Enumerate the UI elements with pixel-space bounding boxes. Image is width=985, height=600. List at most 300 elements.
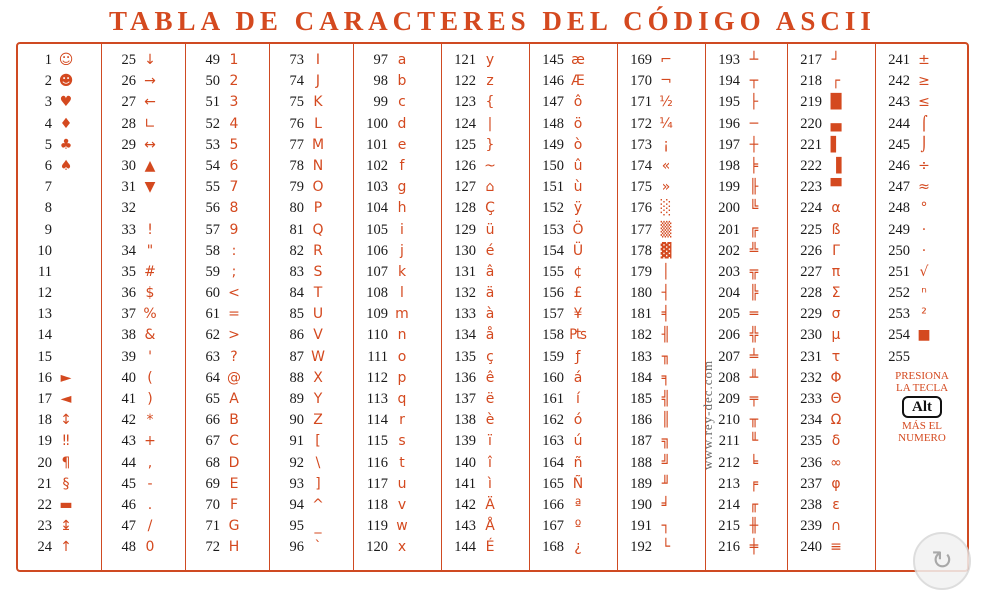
ascii-glyph: ÿ — [573, 200, 583, 217]
ascii-glyph: í — [576, 391, 580, 407]
ascii-code: 194 — [718, 73, 740, 90]
ascii-glyph: ┌ — [831, 73, 841, 90]
ascii-cell — [706, 325, 787, 346]
ascii-cell — [442, 156, 529, 177]
ascii-cell — [706, 156, 787, 177]
ascii-code: 206 — [718, 327, 740, 344]
ascii-code: 188 — [630, 454, 652, 471]
ascii-cell — [788, 325, 875, 346]
ascii-code: 12 — [37, 285, 52, 302]
ascii-code: 138 — [454, 412, 476, 429]
ascii-cell — [876, 241, 968, 262]
ascii-cell — [102, 220, 185, 241]
ascii-glyph: 2 — [229, 73, 239, 90]
ascii-code: 108 — [366, 285, 388, 302]
ascii-glyph: n — [397, 327, 407, 344]
ascii-glyph: Φ — [830, 369, 842, 386]
ascii-cell — [530, 347, 617, 368]
ascii-glyph: Z — [313, 412, 323, 429]
ascii-cell — [618, 368, 705, 389]
ascii-code: 56 — [205, 200, 220, 217]
ascii-glyph: { — [485, 94, 495, 111]
ascii-cell — [530, 71, 617, 92]
ascii-glyph: L — [314, 115, 322, 132]
ascii-glyph: ╦ — [749, 263, 759, 280]
ascii-glyph: 8 — [229, 200, 239, 217]
ascii-code: 62 — [205, 327, 220, 344]
ascii-code: 208 — [718, 369, 740, 386]
ascii-cell — [186, 177, 269, 198]
ascii-cell — [442, 304, 529, 325]
ascii-glyph: l — [400, 285, 404, 302]
ascii-cell — [186, 92, 269, 113]
ascii-glyph: ' — [148, 348, 152, 365]
ascii-code: 175 — [630, 179, 652, 196]
ascii-cell — [18, 516, 101, 537]
ascii-code: 35 — [121, 263, 136, 280]
ascii-code: 172 — [630, 115, 652, 132]
ascii-glyph: ¢ — [573, 263, 583, 280]
ascii-code: 102 — [366, 157, 388, 174]
ascii-cell — [186, 495, 269, 516]
ascii-glyph: ┘ — [831, 52, 841, 68]
ascii-glyph: ☻ — [58, 73, 74, 90]
ascii-glyph: ≈ — [918, 179, 930, 196]
ascii-code: 24 — [37, 539, 52, 556]
ascii-glyph: ╝ — [661, 454, 671, 471]
ascii-cell — [706, 135, 787, 156]
ascii-cell — [102, 453, 185, 474]
ascii-cell — [102, 198, 185, 219]
ascii-cell — [706, 198, 787, 219]
ascii-cell — [706, 241, 787, 262]
ascii-code: 237 — [800, 475, 822, 492]
ascii-code: 31 — [121, 179, 136, 196]
ascii-glyph: ▓ — [660, 242, 672, 259]
ascii-code: 132 — [454, 285, 476, 302]
ascii-code: 65 — [205, 391, 220, 407]
ascii-glyph: ╢ — [661, 327, 671, 344]
ascii-glyph: ) — [147, 391, 153, 407]
ascii-glyph: φ — [831, 475, 841, 492]
ascii-code: 120 — [366, 539, 388, 556]
ascii-code: 110 — [366, 327, 388, 344]
ascii-glyph: _ — [314, 518, 322, 535]
ascii-cell — [102, 262, 185, 283]
ascii-glyph: > — [228, 327, 240, 344]
ascii-code: 141 — [454, 475, 476, 492]
ascii-glyph: 9 — [229, 221, 239, 238]
ascii-cell — [186, 135, 269, 156]
ascii-cell — [618, 537, 705, 558]
ascii-cell — [354, 177, 441, 198]
ascii-code: 39 — [121, 348, 136, 365]
ascii-cell — [530, 262, 617, 283]
ascii-code: 3 — [44, 94, 52, 111]
ascii-glyph: r — [399, 412, 405, 429]
ascii-glyph: Ñ — [572, 475, 584, 492]
ascii-glyph: ^ — [312, 496, 324, 513]
ascii-code: 52 — [205, 115, 220, 132]
ascii-glyph: ¬ — [660, 73, 672, 90]
ascii-cell — [618, 410, 705, 431]
ascii-cell — [788, 474, 875, 495]
ascii-cell — [788, 220, 875, 241]
ascii-code: 244 — [888, 115, 910, 132]
ascii-code: 196 — [718, 115, 740, 132]
ascii-glyph: Q — [312, 221, 324, 238]
ascii-glyph: b — [397, 73, 407, 90]
ascii-cell — [530, 474, 617, 495]
ascii-glyph: ¶ — [61, 454, 71, 471]
ascii-cell — [186, 304, 269, 325]
ascii-cell — [706, 431, 787, 452]
ascii-code: 227 — [800, 263, 822, 280]
ascii-cell — [354, 262, 441, 283]
ascii-cell — [876, 71, 968, 92]
ascii-code: 16 — [37, 369, 52, 386]
ascii-cell — [270, 453, 353, 474]
ascii-code: 226 — [800, 242, 822, 259]
ascii-cell — [618, 453, 705, 474]
ascii-code: 119 — [366, 518, 388, 535]
ascii-code: 128 — [454, 200, 476, 217]
ascii-column-9 — [706, 44, 788, 570]
ascii-cell — [706, 410, 787, 431]
ascii-cell — [876, 114, 968, 135]
ascii-glyph: [ — [315, 433, 321, 450]
ascii-code: 1 — [44, 52, 52, 68]
ascii-code: 177 — [630, 221, 652, 238]
ascii-code: 118 — [366, 496, 388, 513]
ascii-glyph: ♦ — [59, 115, 73, 132]
ascii-glyph: √ — [919, 263, 929, 280]
ascii-cell — [442, 410, 529, 431]
ascii-code: 197 — [718, 136, 740, 153]
ascii-code: 230 — [800, 327, 822, 344]
ascii-code: 174 — [630, 157, 652, 174]
ascii-code: 98 — [373, 73, 388, 90]
ascii-cell — [270, 177, 353, 198]
ascii-code: 105 — [366, 221, 388, 238]
ascii-cell — [618, 156, 705, 177]
ascii-glyph: µ — [831, 327, 841, 344]
ascii-code: 34 — [121, 242, 136, 259]
ascii-cell — [788, 495, 875, 516]
ascii-code: 50 — [205, 73, 220, 90]
ascii-code: 242 — [888, 73, 910, 90]
ascii-glyph: J — [315, 73, 321, 90]
ascii-code: 207 — [718, 348, 740, 365]
ascii-cell — [102, 347, 185, 368]
ascii-code: 224 — [800, 200, 822, 217]
ascii-code: 136 — [454, 369, 476, 386]
ascii-code: 164 — [542, 454, 564, 471]
ascii-glyph: & — [144, 327, 156, 344]
ascii-glyph: % — [143, 306, 157, 323]
ascii-cell — [706, 516, 787, 537]
ascii-code: 126 — [454, 157, 476, 174]
ascii-cell — [788, 453, 875, 474]
ascii-glyph: ▼ — [144, 179, 156, 196]
ascii-glyph: π — [831, 263, 841, 280]
ascii-cell — [442, 283, 529, 304]
ascii-cell — [618, 135, 705, 156]
ascii-glyph: u — [397, 475, 407, 492]
ascii-glyph: ↕ — [60, 412, 72, 429]
ascii-code: 190 — [630, 496, 652, 513]
ascii-code: 143 — [454, 518, 476, 535]
ascii-cell — [442, 262, 529, 283]
ascii-glyph: B — [229, 412, 239, 429]
ascii-code: 195 — [718, 94, 740, 111]
ascii-cell — [788, 431, 875, 452]
ascii-glyph: R — [313, 242, 323, 259]
ascii-code: 124 — [454, 115, 476, 132]
ascii-cell — [18, 325, 101, 346]
ascii-glyph: d — [397, 115, 407, 132]
ascii-cell — [354, 156, 441, 177]
ascii-glyph: Æ — [571, 73, 585, 90]
ascii-cell — [442, 198, 529, 219]
ascii-code: 13 — [37, 306, 52, 323]
ascii-glyph: ç — [486, 348, 494, 365]
ascii-cell — [270, 71, 353, 92]
ascii-cell — [270, 241, 353, 262]
ascii-column-7 — [530, 44, 618, 570]
ascii-glyph: 6 — [229, 157, 239, 174]
ascii-cell — [270, 198, 353, 219]
ascii-cell — [186, 431, 269, 452]
ascii-glyph: * — [146, 412, 154, 429]
ascii-cell — [270, 516, 353, 537]
ascii-glyph: 5 — [229, 136, 239, 153]
ascii-code: 93 — [289, 475, 304, 492]
ascii-glyph: ╒ — [749, 475, 759, 492]
ascii-code: 70 — [205, 496, 220, 513]
ascii-code: 5 — [44, 136, 52, 153]
ascii-cell — [186, 283, 269, 304]
ascii-glyph: ï — [488, 433, 492, 450]
ascii-code: 36 — [121, 285, 136, 302]
ascii-code: 233 — [800, 391, 822, 407]
ascii-code: 229 — [800, 306, 822, 323]
ascii-code: 211 — [718, 433, 740, 450]
ascii-glyph: ▄ — [830, 115, 842, 132]
ascii-cell — [354, 325, 441, 346]
ascii-glyph: ü — [485, 221, 495, 238]
ascii-glyph: / — [147, 518, 153, 535]
ascii-cell — [270, 50, 353, 71]
ascii-cell — [706, 453, 787, 474]
ascii-code: 245 — [888, 136, 910, 153]
ascii-cell — [618, 389, 705, 410]
ascii-glyph: = — [228, 306, 240, 323]
ascii-code: 123 — [454, 94, 476, 111]
ascii-cell — [186, 516, 269, 537]
ascii-code: 218 — [800, 73, 822, 90]
ascii-cell — [102, 71, 185, 92]
ascii-cell — [618, 92, 705, 113]
ascii-cell — [788, 368, 875, 389]
ascii-code: 232 — [800, 369, 822, 386]
ascii-code: 159 — [542, 348, 564, 365]
ascii-glyph: ⁿ — [921, 285, 927, 302]
ascii-glyph: ┴ — [749, 52, 759, 68]
ascii-glyph: ▌ — [830, 136, 842, 153]
ascii-cell — [354, 389, 441, 410]
ascii-cell — [706, 495, 787, 516]
ascii-glyph: ─ — [749, 115, 759, 132]
ascii-code: 137 — [454, 391, 476, 407]
ascii-cell — [270, 410, 353, 431]
ascii-glyph: X — [313, 369, 323, 386]
ascii-code: 26 — [121, 73, 136, 90]
ascii-code: 212 — [718, 454, 740, 471]
ascii-glyph: 7 — [229, 179, 239, 196]
ascii-glyph: ° — [920, 200, 928, 217]
ascii-cell — [706, 368, 787, 389]
ascii-cell — [706, 304, 787, 325]
ascii-cell — [18, 220, 101, 241]
ascii-cell — [186, 389, 269, 410]
ascii-code: 145 — [542, 52, 564, 68]
ascii-cell — [618, 50, 705, 71]
ascii-cell — [354, 304, 441, 325]
ascii-code: 17 — [37, 391, 52, 407]
ascii-code: 90 — [289, 412, 304, 429]
ascii-glyph: ← — [144, 94, 156, 111]
ascii-cell — [442, 177, 529, 198]
ascii-glyph: M — [311, 136, 325, 153]
ascii-glyph: c — [398, 94, 406, 111]
ascii-code: 59 — [205, 263, 220, 280]
ascii-code: 158 — [542, 327, 564, 344]
ascii-glyph: ╠ — [749, 285, 759, 302]
ascii-glyph: ≡ — [830, 539, 842, 556]
ascii-code: 103 — [366, 179, 388, 196]
ascii-glyph: ½ — [659, 94, 673, 111]
ascii-code: 180 — [630, 285, 652, 302]
ascii-code: 41 — [121, 391, 136, 407]
ascii-code: 96 — [289, 539, 304, 556]
ascii-cell — [442, 347, 529, 368]
ascii-code: 154 — [542, 242, 564, 259]
ascii-code: 216 — [718, 539, 740, 556]
ascii-cell — [876, 92, 968, 113]
ascii-glyph: ä — [485, 285, 495, 302]
ascii-code: 2 — [44, 73, 52, 90]
ascii-code: 153 — [542, 221, 564, 238]
ascii-code: 117 — [366, 475, 388, 492]
ascii-code: 240 — [800, 539, 822, 556]
ascii-code: 191 — [630, 518, 652, 535]
ascii-code: 14 — [37, 327, 52, 344]
ascii-cell — [18, 389, 101, 410]
ascii-glyph: ◄ — [60, 391, 72, 407]
ascii-code: 19 — [37, 433, 52, 450]
ascii-cell — [618, 304, 705, 325]
ascii-cell — [530, 114, 617, 135]
ascii-cell — [788, 537, 875, 558]
ascii-code: 67 — [205, 433, 220, 450]
ascii-cell — [18, 135, 101, 156]
ascii-cell — [18, 71, 101, 92]
ascii-glyph: ░ — [660, 200, 672, 217]
ascii-cell — [876, 135, 968, 156]
ascii-cell — [18, 262, 101, 283]
ascii-cell — [354, 198, 441, 219]
ascii-glyph: ⌐ — [660, 52, 672, 68]
ascii-code: 151 — [542, 179, 564, 196]
ascii-cell — [876, 156, 968, 177]
ascii-glyph: ╨ — [749, 369, 759, 386]
ascii-code: 71 — [205, 518, 220, 535]
ascii-glyph: ╕ — [661, 369, 671, 386]
ascii-glyph: ╖ — [661, 348, 671, 365]
ascii-glyph: ? — [230, 348, 238, 365]
ascii-glyph: ε — [832, 496, 840, 513]
ascii-column-1 — [18, 44, 102, 570]
ascii-glyph: ò — [573, 136, 583, 153]
ascii-glyph: " — [146, 242, 154, 259]
ascii-code: 156 — [542, 285, 564, 302]
ascii-glyph: ú — [573, 433, 583, 450]
ascii-glyph: x — [397, 539, 407, 556]
ascii-cell — [442, 431, 529, 452]
ascii-cell — [186, 71, 269, 92]
ascii-code: 73 — [289, 52, 304, 68]
ascii-cell — [18, 347, 101, 368]
alt-key-cap[interactable]: Alt — [902, 396, 942, 418]
ascii-code: 47 — [121, 518, 136, 535]
ascii-code: 43 — [121, 433, 136, 450]
ascii-cell — [186, 262, 269, 283]
ascii-cell — [788, 283, 875, 304]
ascii-cell — [354, 241, 441, 262]
ascii-code: 142 — [454, 496, 476, 513]
ascii-glyph: ≤ — [918, 94, 930, 111]
ascii-cell — [788, 410, 875, 431]
ascii-code: 121 — [454, 52, 476, 68]
ascii-cell — [18, 50, 101, 71]
ascii-glyph: Ç — [485, 200, 495, 217]
ascii-cell — [788, 262, 875, 283]
ascii-glyph: É — [485, 539, 495, 556]
ascii-cell — [270, 495, 353, 516]
ascii-code: 46 — [121, 496, 136, 513]
ascii-cell — [354, 92, 441, 113]
ascii-code: 250 — [888, 242, 910, 259]
ascii-glyph: σ — [831, 306, 841, 323]
ascii-cell — [102, 50, 185, 71]
alt-line-2: LA TECLA — [895, 381, 949, 394]
ascii-glyph: z — [486, 73, 494, 90]
ascii-cell — [102, 283, 185, 304]
ascii-cell — [354, 347, 441, 368]
ascii-cell — [442, 71, 529, 92]
ascii-cell — [530, 431, 617, 452]
ascii-cell — [788, 135, 875, 156]
ascii-code: 161 — [542, 391, 564, 407]
ascii-cell — [102, 368, 185, 389]
ascii-cell — [442, 495, 529, 516]
ascii-glyph: º — [574, 518, 582, 535]
ascii-cell — [354, 537, 441, 558]
ascii-glyph: ù — [573, 179, 583, 196]
ascii-code: 170 — [630, 73, 652, 90]
ascii-code: 228 — [800, 285, 822, 302]
